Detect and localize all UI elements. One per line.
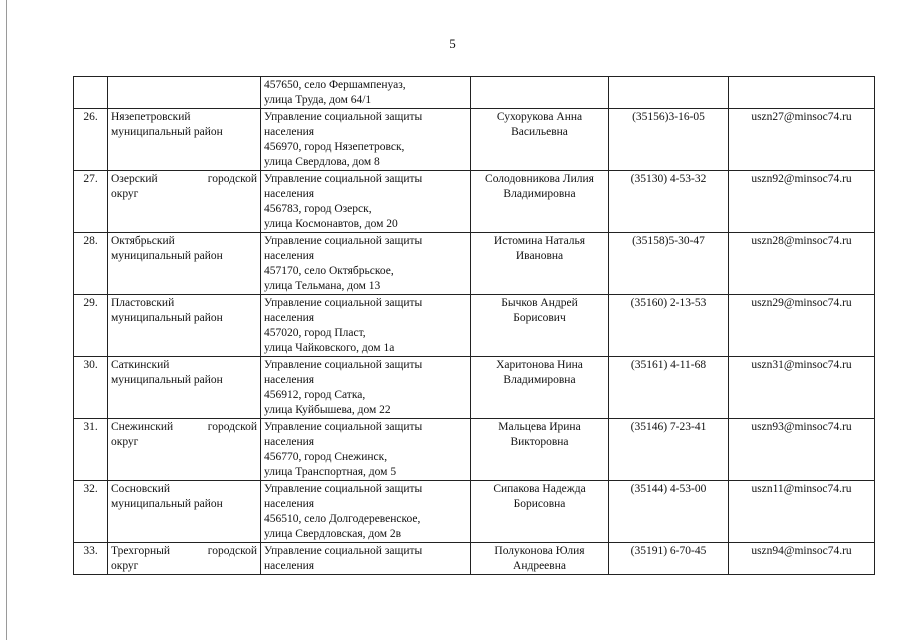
cell-line: Управление социальной защиты — [264, 297, 423, 309]
cell-line: населения — [264, 436, 315, 448]
row-number-cell: 31. — [74, 419, 108, 481]
cell-line: населения — [264, 126, 315, 138]
cell-line: Сипакова Надежда — [493, 483, 586, 495]
cell-line: Владимировна — [503, 374, 576, 386]
cell-line: Андреевна — [513, 560, 566, 572]
phone-cell: (35144) 4-53-00 — [609, 481, 729, 543]
cell-line: Солодовникова Лилия — [485, 173, 594, 185]
cell-line: Васильевна — [511, 126, 568, 138]
cell-line: Сосновский — [111, 483, 171, 495]
cell-line: Бычков Андрей — [501, 297, 578, 309]
cell-line: Управление социальной защиты — [264, 173, 423, 185]
cell-line: Полуконова Юлия — [494, 545, 585, 557]
table-row — [74, 233, 875, 295]
cell-line: Нязепетровский — [111, 111, 191, 123]
district-cell — [108, 171, 261, 233]
cell-line: Борисович — [513, 312, 566, 324]
cell-line: улица Тельмана, дом 13 — [264, 280, 381, 292]
cell-line: муниципальный район — [111, 374, 223, 386]
cell-line: улица Космонавтов, дом 20 — [264, 218, 398, 230]
department-address-cell — [261, 543, 471, 575]
cell-line: Управление социальной защиты — [264, 359, 423, 371]
row-number-cell: 28. — [74, 233, 108, 295]
cell-line: округ — [111, 560, 139, 572]
phone-cell: (35161) 4-11-68 — [609, 357, 729, 419]
cell-line: 456912, город Сатка, — [264, 389, 366, 401]
department-address-cell — [261, 357, 471, 419]
district-cell — [108, 419, 261, 481]
cell-line: 456783, город Озерск, — [264, 203, 372, 215]
cell-line: улица Труда, дом 64/1 — [264, 94, 372, 106]
email-cell: uszn27@minsoc74.ru — [729, 109, 875, 171]
email-cell: uszn29@minsoc74.ru — [729, 295, 875, 357]
head-name-cell — [471, 357, 609, 419]
table-row — [74, 419, 875, 481]
cell-line: Озерский городской — [111, 173, 257, 185]
cell-line: Управление социальной защиты — [264, 545, 423, 557]
cell-line: Октябрьский — [111, 235, 175, 247]
department-address-cell — [261, 109, 471, 171]
cell-line: округ — [111, 436, 139, 448]
cell-line: Снежинский городской — [111, 421, 257, 433]
cell-line: 457650, село Фершампенуаз, — [264, 79, 406, 91]
department-address-cell — [261, 295, 471, 357]
table-row — [74, 171, 875, 233]
phone-cell: (35130) 4-53-32 — [609, 171, 729, 233]
cell-line: Управление социальной защиты — [264, 421, 423, 433]
cell-line: Саткинский — [111, 359, 170, 371]
row-number-cell — [74, 77, 108, 109]
table-row — [74, 357, 875, 419]
row-number-cell: 27. — [74, 171, 108, 233]
cell-line: Управление социальной защиты — [264, 111, 423, 123]
cell-line: Харитонова Нина — [496, 359, 583, 371]
cell-line: улица Свердловская, дом 2в — [264, 528, 402, 540]
cell-line: Истомина Наталья — [493, 235, 586, 247]
cell-line: муниципальный район — [111, 250, 223, 262]
row-number-cell: 29. — [74, 295, 108, 357]
phone-cell: (35156)3-16-05 — [609, 109, 729, 171]
district-cell — [108, 481, 261, 543]
row-number-cell: 30. — [74, 357, 108, 419]
email-cell: uszn11@minsoc74.ru — [729, 481, 875, 543]
district-cell — [108, 109, 261, 171]
department-address-cell — [261, 233, 471, 295]
email-cell: uszn31@minsoc74.ru — [729, 357, 875, 419]
cell-line: населения — [264, 250, 315, 262]
department-address-cell — [261, 77, 471, 109]
cell-line: Викторовна — [510, 436, 569, 448]
cell-line: Пластовский — [111, 297, 175, 309]
email-cell: uszn92@minsoc74.ru — [729, 171, 875, 233]
table-row — [74, 77, 875, 109]
cell-line: муниципальный район — [111, 126, 223, 138]
cell-line: населения — [264, 188, 315, 200]
head-name-cell — [471, 77, 609, 109]
page-edge-line — [6, 0, 7, 640]
cell-line: улица Чайковского, дом 1а — [264, 342, 395, 354]
cell-line: улица Свердлова, дом 8 — [264, 156, 380, 168]
head-name-cell — [471, 233, 609, 295]
district-cell — [108, 357, 261, 419]
district-cell — [108, 295, 261, 357]
department-address-cell — [261, 171, 471, 233]
cell-line: улица Куйбышева, дом 22 — [264, 404, 391, 416]
table-row — [74, 295, 875, 357]
cell-line: муниципальный район — [111, 312, 223, 324]
cell-line: Ивановна — [515, 250, 564, 262]
head-name-cell — [471, 295, 609, 357]
email-cell: uszn94@minsoc74.ru — [729, 543, 875, 575]
cell-line: 457170, село Октябрьское, — [264, 265, 394, 277]
cell-line: Борисовна — [513, 498, 566, 510]
table-row — [74, 109, 875, 171]
head-name-cell — [471, 481, 609, 543]
phone-cell: (35160) 2-13-53 — [609, 295, 729, 357]
cell-line: округ — [111, 188, 139, 200]
cell-line: Управление социальной защиты — [264, 235, 423, 247]
department-address-cell — [261, 419, 471, 481]
email-cell: uszn28@minsoc74.ru — [729, 233, 875, 295]
cell-line: муниципальный район — [111, 498, 223, 510]
phone-cell: (35158)5-30-47 — [609, 233, 729, 295]
cell-line: 457020, город Пласт, — [264, 327, 366, 339]
head-name-cell — [471, 419, 609, 481]
table-row — [74, 481, 875, 543]
cell-line: населения — [264, 374, 315, 386]
cell-line: 456510, село Долгодеревенское, — [264, 513, 421, 525]
district-cell — [108, 77, 261, 109]
cell-line: улица Транспортная, дом 5 — [264, 466, 397, 478]
phone-cell — [609, 77, 729, 109]
district-cell — [108, 543, 261, 575]
table-row — [74, 543, 875, 575]
cell-line: 456770, город Снежинск, — [264, 451, 388, 463]
page-number: 5 — [449, 36, 456, 51]
cell-line: населения — [264, 560, 315, 572]
row-number-cell: 26. — [74, 109, 108, 171]
head-name-cell — [471, 543, 609, 575]
row-number-cell: 32. — [74, 481, 108, 543]
social-protection-table — [73, 76, 875, 575]
cell-line: Сухорукова Анна — [496, 111, 583, 123]
department-address-cell — [261, 481, 471, 543]
table-body — [74, 77, 875, 575]
row-number-cell: 33. — [74, 543, 108, 575]
cell-line: Мальцева Ирина — [498, 421, 581, 433]
cell-line: Трехгорный городской — [111, 545, 257, 557]
cell-line: населения — [264, 498, 315, 510]
cell-line: Управление социальной защиты — [264, 483, 423, 495]
email-cell — [729, 77, 875, 109]
email-cell: uszn93@minsoc74.ru — [729, 419, 875, 481]
cell-line: 456970, город Нязепетровск, — [264, 141, 405, 153]
district-cell — [108, 233, 261, 295]
phone-cell: (35146) 7-23-41 — [609, 419, 729, 481]
head-name-cell — [471, 171, 609, 233]
cell-line: населения — [264, 312, 315, 324]
cell-line: Владимировна — [503, 188, 576, 200]
head-name-cell — [471, 109, 609, 171]
phone-cell: (35191) 6-70-45 — [609, 543, 729, 575]
